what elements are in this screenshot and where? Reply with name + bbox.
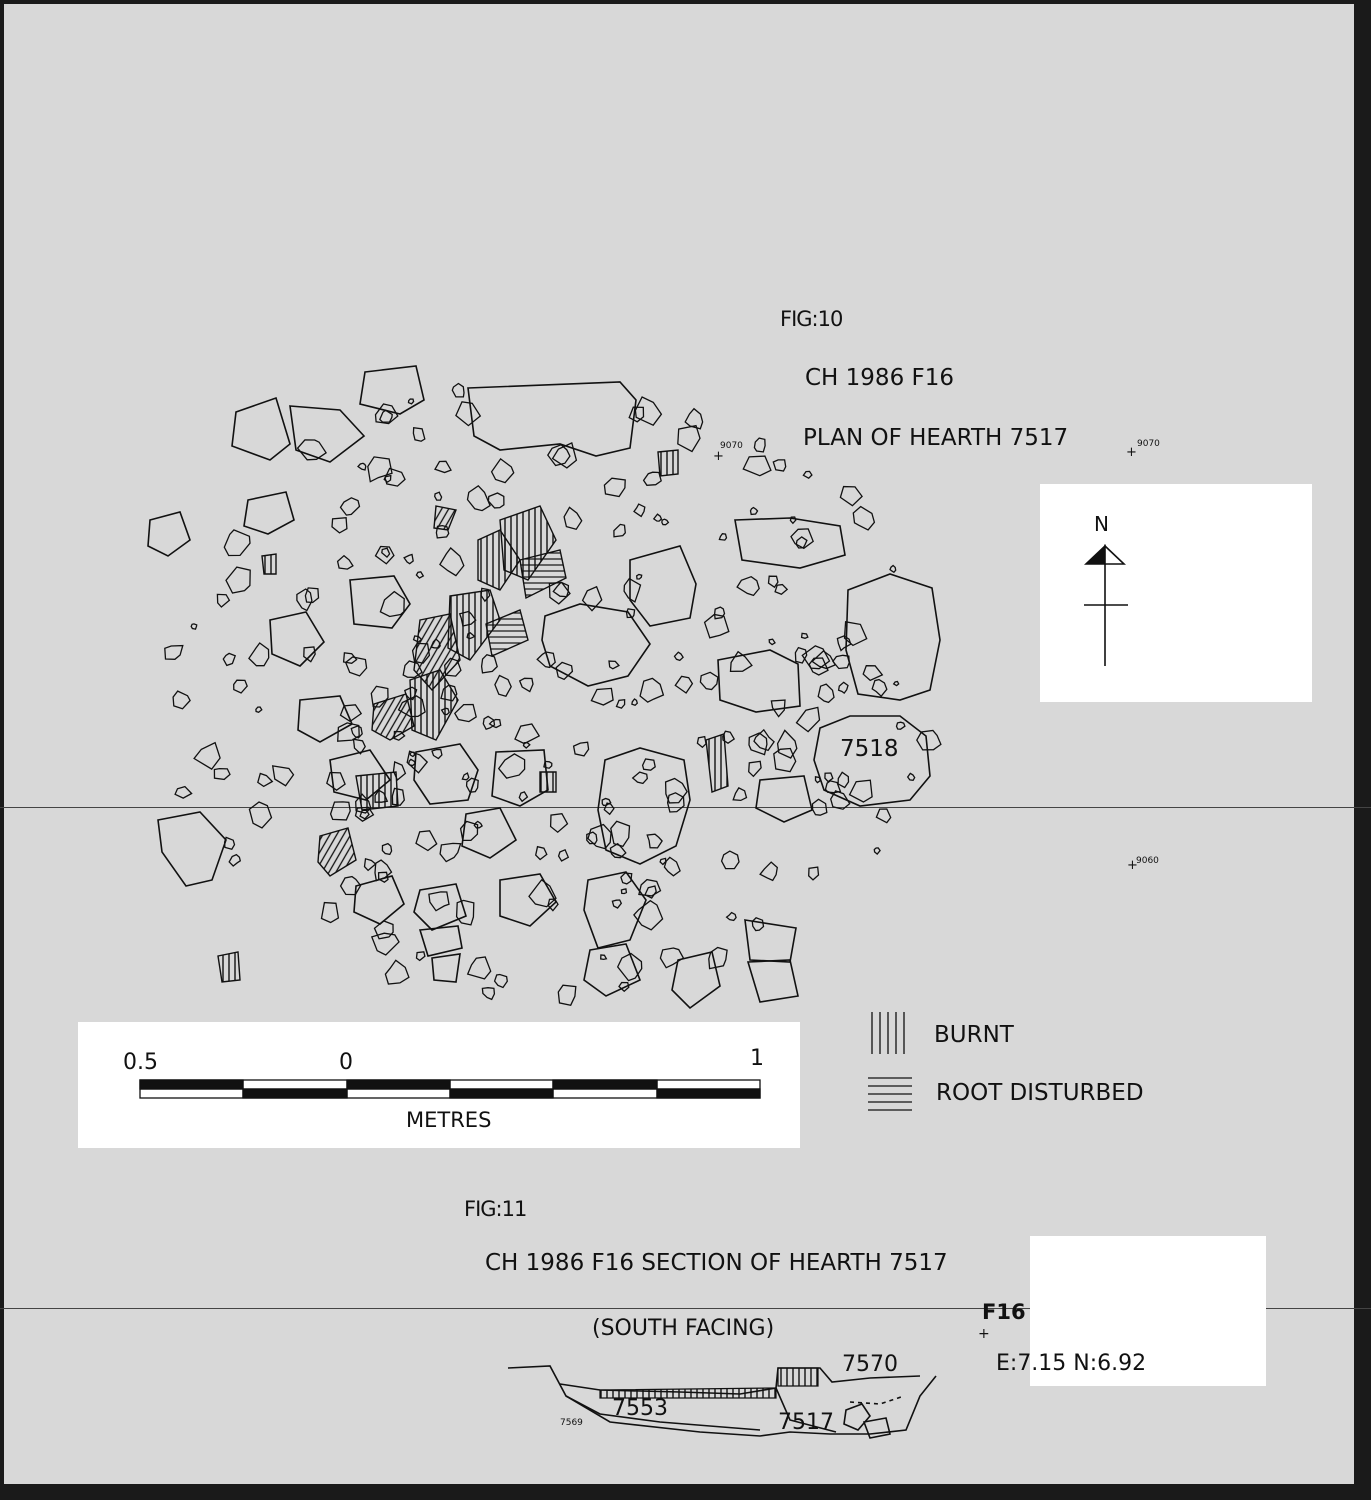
fig10-label: FIG:10 [780,307,843,331]
stone-fragment [850,780,873,802]
stone-fragment [429,892,449,911]
stone-fragment [165,646,183,660]
stone-fragment [452,384,464,397]
stone-fragment [404,555,413,564]
stone-fragment [637,575,642,580]
stone-fragment [751,508,758,515]
stone-fragment [833,655,849,668]
stone-fragment [743,456,771,476]
stone-fragment [760,862,777,880]
stone-fragment [249,802,271,828]
stone-fragment [831,791,850,809]
stone-fragment [365,859,376,871]
stone-fragment [468,486,491,511]
fig11-subtitle: (SOUTH FACING) [592,1316,775,1341]
stone-fragment [838,772,848,787]
grid-point-cross: + [1126,445,1137,460]
fig11-label: FIG:11 [464,1197,527,1221]
section-datum-label: F16 [982,1300,1026,1324]
stone-fragment [769,639,775,644]
stone-fragment [529,880,556,907]
stone-fragment [749,761,761,776]
stone-fragment [624,579,640,602]
context-7553-label: 7553 [612,1396,668,1421]
stone-fragment [482,655,498,673]
stone-fragment [675,652,684,660]
stone-fragment [173,691,190,709]
stone-fragment [372,933,399,955]
stone-fragment [520,678,533,691]
stone-fragment [297,589,312,611]
stone-fragment [175,787,192,799]
stone-fragment [327,773,345,791]
stone-fragment [796,537,807,548]
stone-fragment [754,438,765,452]
stone-fragment [890,566,896,573]
stone-fragment [612,900,621,908]
stone-fragment [499,754,525,778]
grid-point-label: 9070 [1137,439,1160,449]
stone-fragment [229,855,240,866]
stone-fragment [591,688,613,705]
stone-fragment [495,975,508,988]
stone-fragment [416,831,437,851]
stone-fragment [634,901,663,930]
scale-bar-icon [140,1080,760,1098]
stone-fragment [839,682,848,693]
stone-fragment [536,847,547,860]
legend-root-swatch [868,1078,912,1110]
stone-fragment [273,766,294,786]
stone-fragment [640,678,663,702]
stone-fragment [737,577,759,596]
stone-fragment [727,913,737,921]
grid-point-cross: + [713,449,724,464]
grid-point-cross: + [1127,858,1138,873]
stone-fragment [809,867,819,880]
stone-fragment [816,777,821,783]
stone-fragments [165,384,941,1006]
stone-fragment [332,518,347,533]
stone-fragment [709,948,727,969]
stone-fragment [223,653,235,665]
stone-fragment [611,821,630,846]
fig11-title: CH 1986 F16 SECTION OF HEARTH 7517 [485,1250,948,1276]
stone-fragment [719,534,726,540]
stone-fragment [715,607,725,619]
stone-fragment [468,957,491,979]
stone-fragment [749,733,767,755]
stone-fragment [635,397,661,425]
stone-fragment [351,726,362,738]
stone-fragment [225,837,235,849]
stone-fragment [803,471,812,478]
stone-fragment [845,622,867,646]
stone-fragment [634,504,645,516]
section-burnt-band [600,1368,818,1398]
scale-tick-label: 0.5 [123,1050,158,1075]
scale-unit-label: METRES [406,1108,492,1132]
stone-fragment [894,682,899,686]
stone-fragment [191,624,197,629]
stone-fragment [341,498,360,515]
stone-fragment [825,773,833,782]
stone-fragment [455,705,476,722]
stone-fragment [774,749,796,772]
stone-fragment [908,773,915,780]
stone-fragment [234,680,248,693]
stone-fragment [462,773,468,780]
stone-fragment [344,653,357,664]
stone-fragment [791,529,813,548]
stone-fragment [380,592,404,617]
stone-fragment [376,404,398,424]
stone-fragment [675,676,692,693]
north-arrow-icon [1084,546,1128,666]
stone-fragment [609,661,619,669]
context-7570-label: 7570 [842,1352,898,1377]
stone-fragment [368,457,392,482]
stone-fragment [872,680,887,697]
stone-fragment [358,463,366,470]
grid-point-label: 9070 [720,441,743,451]
stone-fragment [341,705,362,722]
feature-7518-label: 7518 [840,736,899,762]
stone-fragment [654,514,662,521]
scale-tick-label: 0 [339,1050,353,1075]
stone-fragment [298,440,327,460]
stone-fragment [256,707,262,712]
stone-fragment [217,594,229,607]
stone-fragment [601,955,607,959]
section-datum-cross: + [978,1326,990,1342]
stone-fragment [553,582,568,596]
stone-fragment [678,426,700,452]
stone-fragment [551,814,568,833]
stone-fragment [697,737,706,748]
stone-fragment [644,472,662,485]
stone-fragment [840,487,862,506]
stone-fragment [853,507,874,530]
stone-fragment [795,648,806,663]
stone-fragment [664,857,680,875]
stone-fragment [492,459,514,483]
stone-fragment [643,759,656,770]
stone-fragment [818,684,834,702]
stone-fragment [409,399,414,404]
stone-fragment [632,699,637,705]
stone-fragment [194,743,220,769]
stone-fragment [519,792,527,801]
stone-fragment [752,918,763,931]
stone-fragment [416,572,423,578]
stone-fragment [549,583,570,604]
stone-fragment [621,889,626,894]
north-arrow-label: N [1094,512,1109,536]
stone-fragment [382,548,390,557]
stone-fragment [604,478,625,496]
grid-point-label: 9060 [1136,856,1159,866]
fig10-title: PLAN OF HEARTH 7517 [803,425,1069,451]
stone-fragment [382,844,391,855]
stone-fragment [249,643,269,666]
stone-fragment [897,722,905,729]
stone-fragment [224,530,250,556]
stone-fragment [482,988,494,1000]
context-7517-label: 7517 [778,1410,834,1435]
stone-fragment [490,720,501,728]
stone-fragment [797,707,820,731]
stone-fragment [617,700,625,708]
stone-fragment [558,985,576,1005]
stone-fragment [417,952,425,961]
stone-fragment [773,460,785,471]
stone-fragment [722,851,739,869]
stone-fragment [633,772,648,783]
stone-fragment [813,799,827,815]
stone-fragment [778,730,797,758]
stone-fragment [660,948,683,968]
stone-fragment [588,825,611,849]
stone-fragment [733,788,746,801]
stone-fragment [440,843,461,861]
stone-fragment [456,402,480,426]
context-7569-label: 7569 [560,1418,583,1428]
stone-fragment [863,666,882,681]
stone-fragment [331,802,351,820]
stone-fragment [214,769,230,780]
stone-fragment [432,750,442,759]
stone-fragment [876,809,890,823]
stone-fragment [662,519,669,525]
stone-fragment [802,633,808,638]
scale-tick-label: 1 [750,1046,764,1071]
section-coordinates: E:7.15 N:6.92 [996,1351,1147,1376]
legend-burnt-swatch [872,1012,904,1054]
stone-fragment [917,731,941,750]
fig10-site-label: CH 1986 F16 [805,365,955,391]
stone-fragment [413,428,424,442]
legend-root-label: ROOT DISTURBED [936,1080,1144,1106]
stone-fragment [385,960,409,984]
stone-fragment [322,903,339,923]
stone-fragment [874,848,880,854]
stone-fragment [338,556,353,569]
stone-fragment [385,468,405,486]
legend-burnt-label: BURNT [934,1022,1014,1048]
stone-fragment [564,507,582,529]
stone-fragment [435,492,442,500]
stone-fragment [614,524,625,536]
stone-fragment [574,742,589,756]
stone-fragment [754,730,774,751]
stone-fragment [495,676,511,697]
stone-fragment [258,774,273,787]
stone-fragment [559,850,569,861]
stone-fragment [226,567,250,593]
stone-fragment [483,716,494,729]
stone-fragment [515,724,539,744]
stone-fragment [775,585,787,595]
stone-fragment [647,834,662,848]
stone-fragment [435,461,451,472]
large-stones [148,366,940,1008]
stone-fragment [440,548,464,576]
stone-fragment [700,672,718,689]
